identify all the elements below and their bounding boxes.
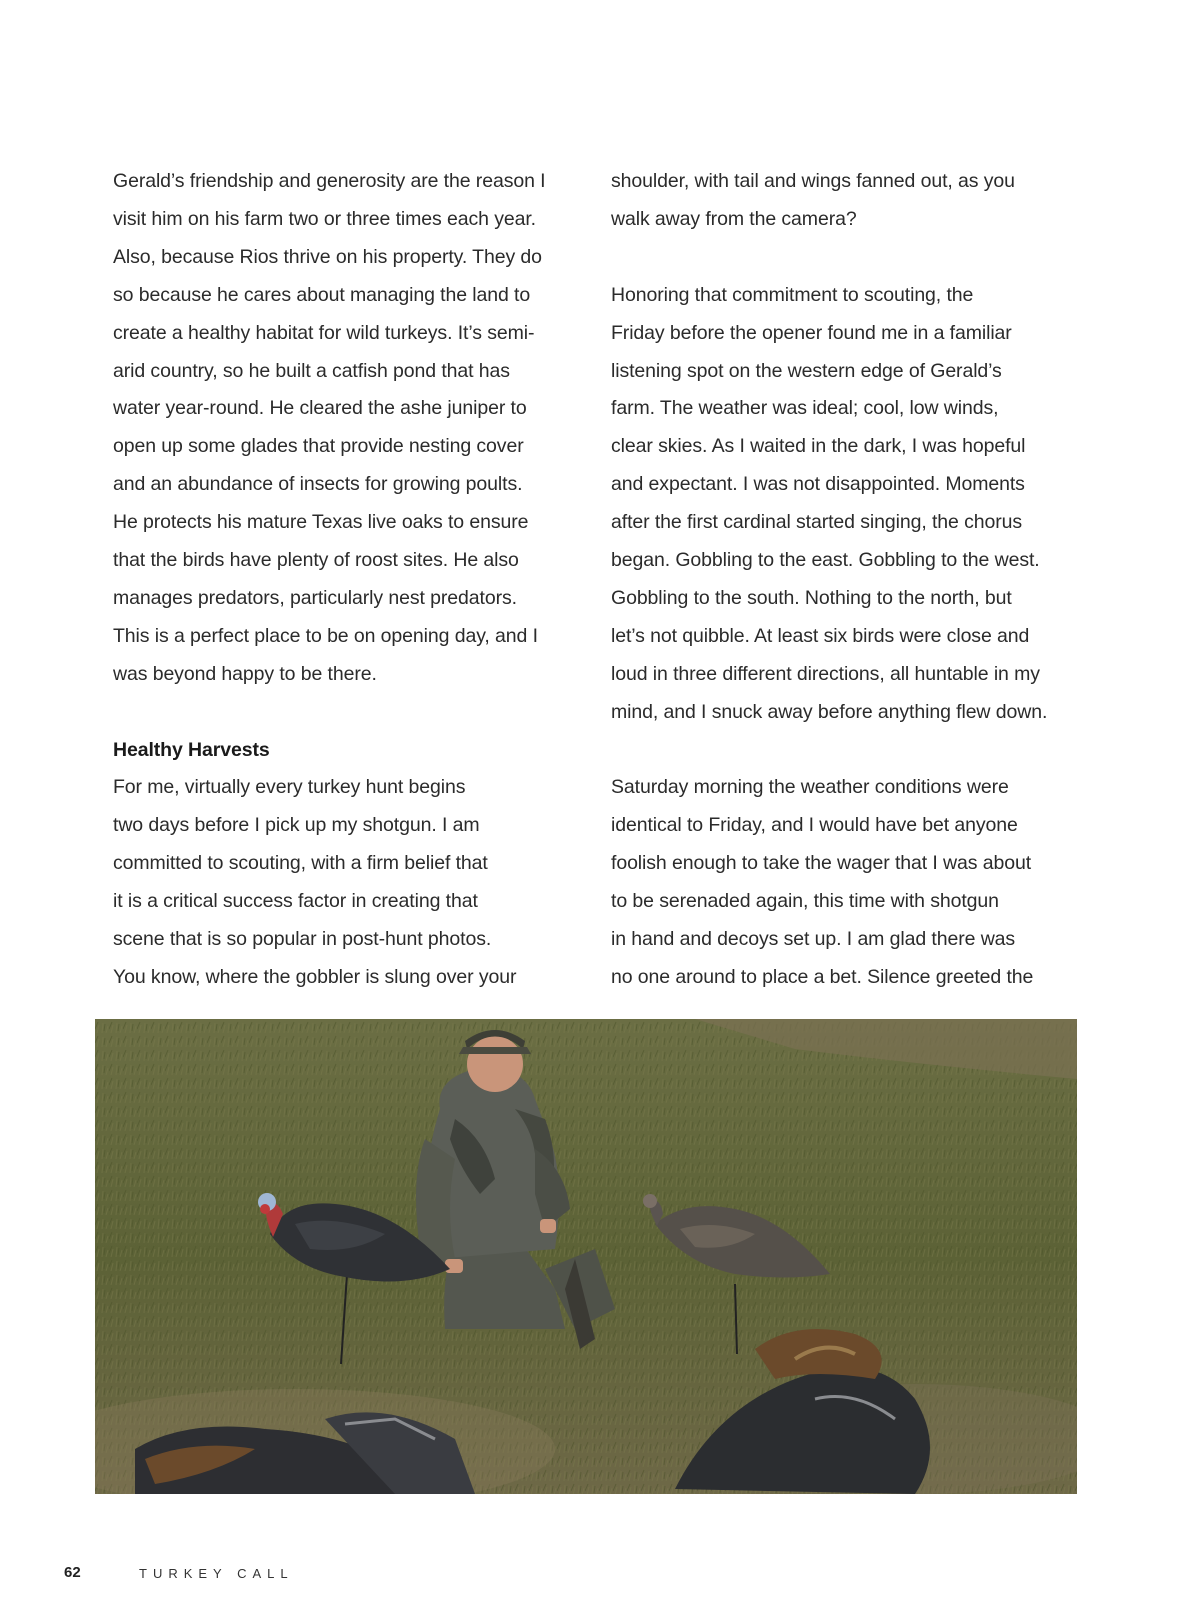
text-line: identical to Friday, and I would have bet anyone [611, 814, 1018, 837]
text-line: it is a critical success factor in creating that [113, 890, 478, 913]
text-line: began. Gobbling to the east. Gobbling to the west. [611, 549, 1040, 572]
paragraph-gap [113, 694, 583, 732]
text-line: after the first cardinal started singing, the chorus [611, 511, 1023, 534]
text-line: foolish enough to take the wager that I was about [611, 852, 1032, 875]
text-line: so because he cares about managing the land to [113, 283, 531, 306]
text-line: scene that is so popular in post-hunt photos. [113, 928, 492, 951]
text-line: manages predators, particularly nest predators. [113, 586, 517, 609]
text-line: open up some glades that provide nesting cover [113, 435, 524, 458]
text-line: shoulder, with tail and wings fanned out, as you [611, 170, 1015, 192]
text-line: You know, where the gobbler is slung over your [113, 966, 517, 989]
section-subhead: Healthy Harvests [113, 738, 270, 761]
text-line: Gerald’s friendship and generosity are the reason I [113, 170, 546, 192]
photo-illustration [95, 1019, 1077, 1494]
text-line: He protects his mature Texas live oaks to ensure [113, 511, 529, 534]
text-line: let’s not quibble. At least six birds were close and [611, 624, 1030, 647]
text-line: Honoring that commitment to scouting, the [611, 283, 974, 306]
text-line: clear skies. As I waited in the dark, I was hopeful [611, 435, 1026, 458]
paragraph-gap [611, 239, 1081, 277]
page-number: 62 [64, 1564, 81, 1581]
text-line: listening spot on the western edge of Gerald’s [611, 359, 1002, 382]
hunter-face [467, 1036, 523, 1092]
text-line: water year-round. He cleared the ashe juniper to [113, 397, 527, 420]
text-line: Saturday morning the weather conditions were [611, 776, 1009, 799]
text-line: that the birds have plenty of roost sites. He also [113, 549, 519, 572]
text-line: visit him on his farm two or three times each year. [113, 207, 536, 230]
text-line: Also, because Rios thrive on his property. They do [113, 245, 542, 268]
text-line: and an abundance of insects for growing poults. [113, 473, 523, 496]
text-line: to be serenaded again, this time with shotgun [611, 890, 999, 913]
right-column [611, 163, 1081, 997]
text-line: two days before I pick up my shotgun. I am [113, 814, 480, 837]
text-line: was beyond happy to be there. [113, 662, 377, 685]
magazine-name: TURKEY CALL [139, 1566, 294, 1581]
paragraph-gap [611, 732, 1081, 770]
text-line: no one around to place a bet. Silence greeted the [611, 966, 1034, 988]
text-line: in hand and decoys set up. I am glad there was [611, 928, 1016, 951]
text-line: Gobbling to the south. Nothing to the north, but [611, 586, 1012, 609]
text-line: farm. The weather was ideal; cool, low winds, [611, 397, 999, 420]
hunter-with-turkeys-photo [95, 1019, 1077, 1494]
left-column [113, 163, 583, 997]
text-line: loud in three different directions, all huntable in my [611, 662, 1040, 685]
text-line: and expectant. I was not disappointed. Moments [611, 473, 1025, 496]
text-line: Friday before the opener found me in a familiar [611, 321, 1012, 344]
text-line: This is a perfect place to be on opening day, and I [113, 624, 538, 647]
text-line: mind, and I snuck away before anything flew down. [611, 700, 1048, 723]
text-line: walk away from the camera? [611, 207, 857, 230]
text-line: committed to scouting, with a firm belief that [113, 852, 488, 875]
text-line: create a healthy habitat for wild turkeys. It’s semi- [113, 321, 535, 344]
text-line: arid country, so he built a catfish pond that has [113, 359, 510, 382]
text-line: For me, virtually every turkey hunt begins [113, 776, 466, 799]
